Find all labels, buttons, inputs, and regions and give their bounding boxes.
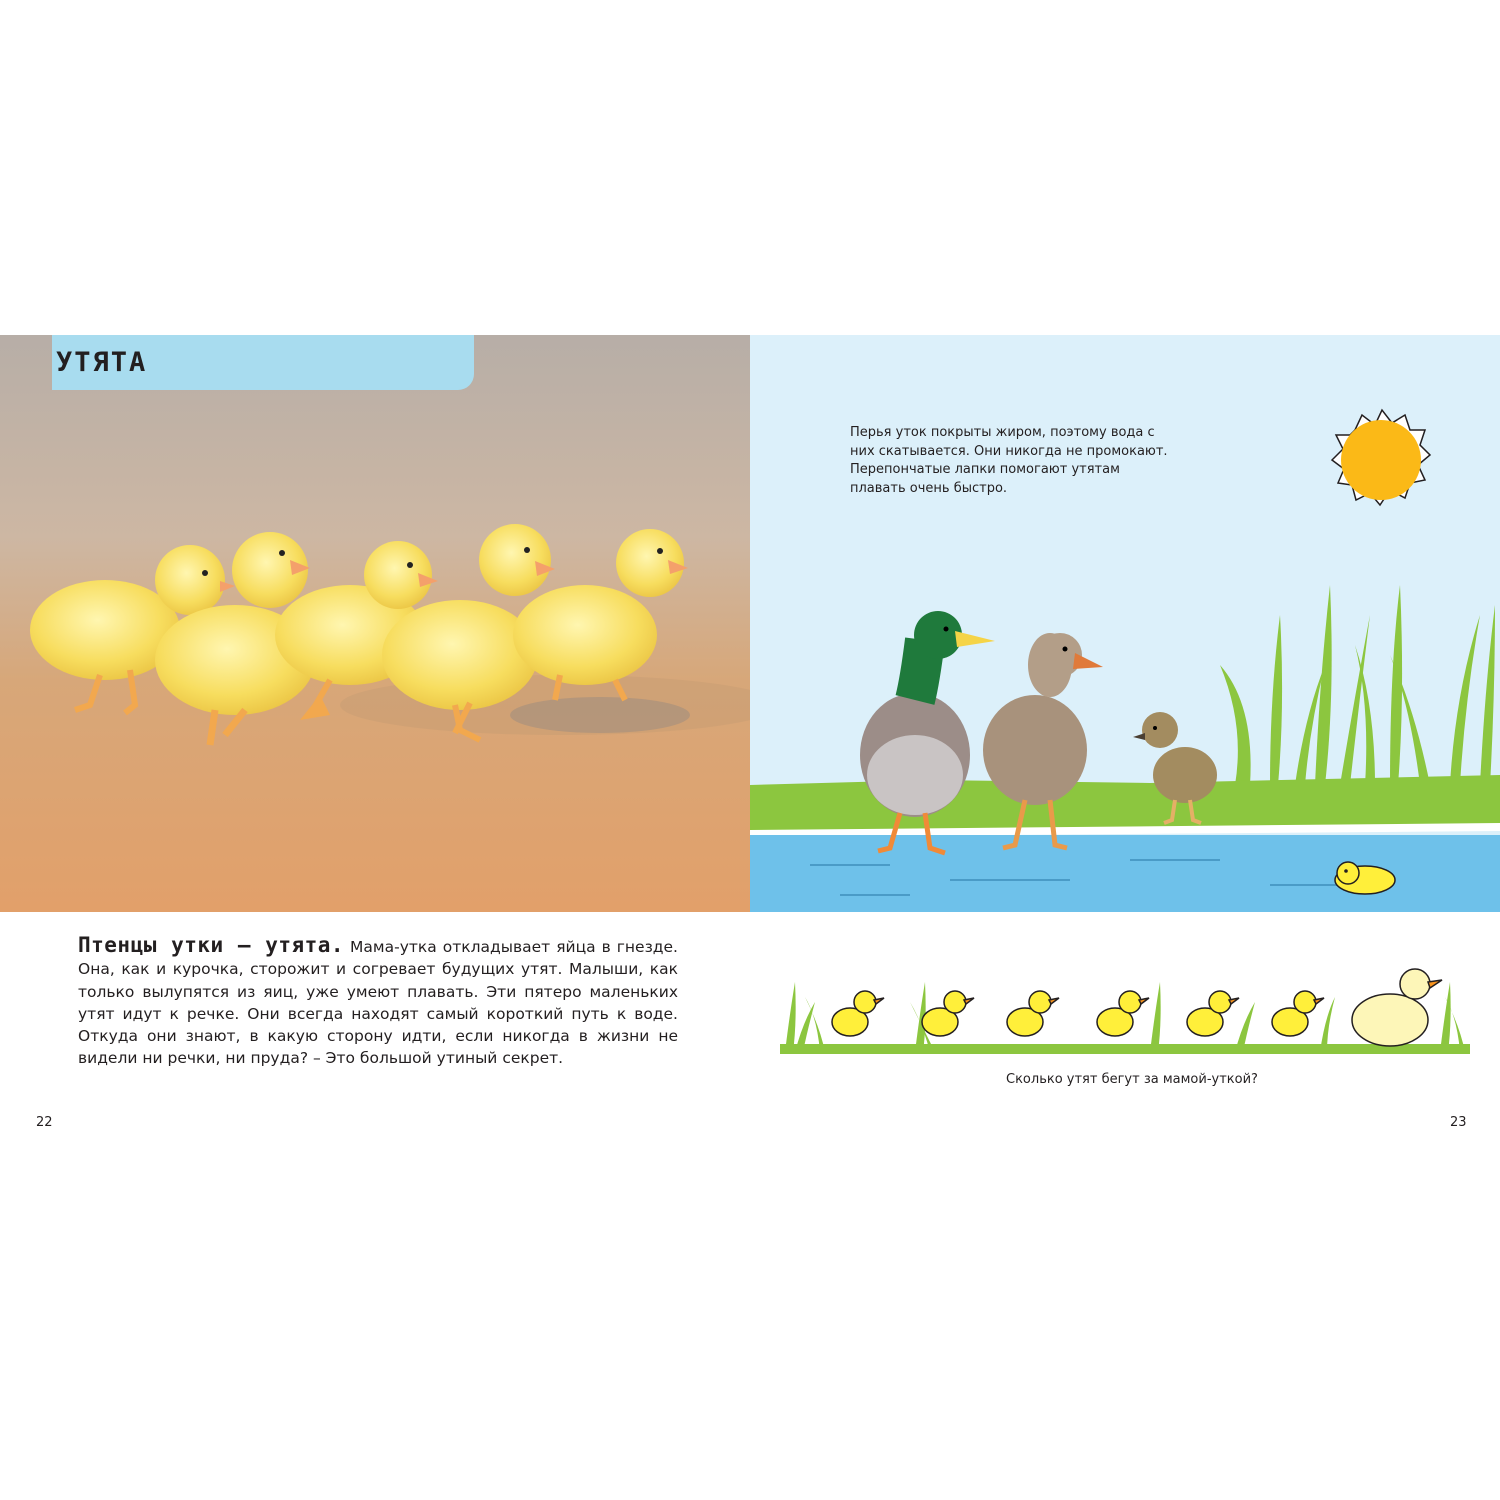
title-tab	[52, 335, 474, 390]
page-number-left: 22	[36, 1115, 53, 1130]
counting-duckling-1	[832, 991, 884, 1036]
mother-duck	[1352, 969, 1442, 1046]
page-title: УТЯТА	[56, 347, 148, 378]
counting-duckling-2	[922, 991, 974, 1036]
duck-family-illustration	[750, 335, 1500, 912]
counting-duckling-5	[1187, 991, 1239, 1036]
page-number-right: 23	[1450, 1115, 1467, 1130]
counting-illustration	[780, 962, 1470, 1062]
counting-duckling-6	[1272, 991, 1324, 1036]
counting-duckling-4	[1097, 991, 1149, 1036]
lead-heading: Птенцы утки – утята.	[78, 933, 345, 957]
question-caption: Сколько утят бегут за мамой-уткой?	[1006, 1072, 1258, 1087]
side-paragraph: Перья уток покрыты жиром, поэтому вода с них скатывается. Они никогда не промокают. Перепончатые лапки помогают утятам плавать очень быстро.	[850, 425, 1168, 496]
body-paragraph	[78, 934, 678, 1070]
counting-duckling-3	[1007, 991, 1059, 1036]
body-text: Мама-утка откладывает яйца в гнезде. Она, как и курочка, сторожит и согревает будущих утят. Малыши, как только вылупятся из яиц, уже умеют плавать. Эти пятеро маленьких утят идут к речке. Они всегда находят самый короткий путь к воде. Откуда они знают, в какую сторону идти, если никогда в жизни не видели ни речки, ни пруда? – Это большой утиный секрет.	[78, 938, 678, 1068]
ducklings-photo	[0, 335, 750, 912]
